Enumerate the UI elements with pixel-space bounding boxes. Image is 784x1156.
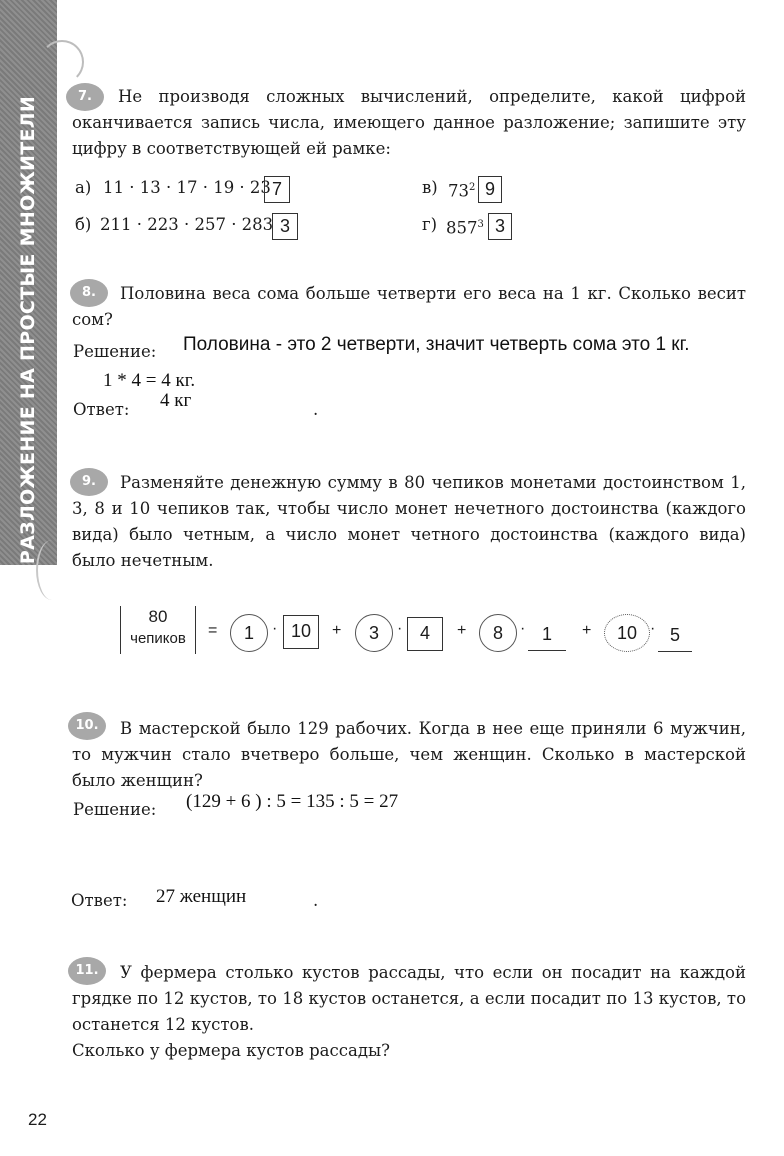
coin-3: 3 xyxy=(355,614,393,652)
task8-solution-label: Решение: xyxy=(73,342,157,361)
task10-answer-dot: . xyxy=(313,891,319,910)
coin-8: 8 xyxy=(479,614,517,652)
coin-10: 10 xyxy=(604,614,650,652)
task7-v-label: в) xyxy=(422,178,438,197)
task8-solution-line1: Половина - это 2 четверти, значит четверть сома это 1 кг. xyxy=(183,334,690,355)
task7-g-answer-box[interactable]: 3 xyxy=(488,213,512,240)
task8-answer-dot: . xyxy=(313,400,319,419)
task10-solution: (129 + 6 ) : 5 = 135 : 5 = 27 xyxy=(186,791,399,812)
coin-1-count-box[interactable]: 10 xyxy=(283,615,319,649)
plus-sign: + xyxy=(457,622,467,639)
task7-a-expr: 11 · 13 · 17 · 19 · 23 xyxy=(103,178,271,197)
task9-sum-value: 80 xyxy=(148,607,168,626)
task7-g-exponent: 3 xyxy=(477,219,484,230)
task8-answer-label: Ответ: xyxy=(73,400,130,419)
task7-v-exponent: 2 xyxy=(469,182,476,193)
task7-v-answer-box[interactable]: 9 xyxy=(478,176,502,203)
task-number-11: 11. xyxy=(68,957,106,985)
sidebar-strip xyxy=(0,0,57,565)
task10-answer: 27 женщин xyxy=(156,886,247,907)
task7-text: Не производя сложных вычислений, определите, какой цифрой оканчивается запись числа, имеющего данное разложение; запишите эту цифру в соответствующей ей рамке: xyxy=(72,87,746,158)
plus-sign: + xyxy=(332,622,342,639)
task9-sum-unit: чепиков xyxy=(130,630,186,647)
task7-b-expr: 211 · 223 · 257 · 283 xyxy=(100,215,274,234)
task9-sum-box xyxy=(120,606,196,654)
decorative-arc xyxy=(40,40,84,84)
task7-a-answer-box[interactable]: 7 xyxy=(264,176,290,203)
task7-g-base: $857^3$ xyxy=(446,218,484,238)
task10-answer-label: Ответ: xyxy=(71,891,128,910)
plus-sign: + xyxy=(582,622,592,639)
multiply-dot: · xyxy=(650,620,656,637)
task10-text: В мастерской было 129 рабочих. Когда в нее еще приняли 6 мужчин, то мужчин стало вчетверо больше, чем женщин. Сколько в мастерской было женщин? xyxy=(72,719,746,790)
task-number-8: 8. xyxy=(70,279,108,307)
decorative-arc xyxy=(36,540,68,600)
coin-10-count-box[interactable]: 5 xyxy=(658,619,692,652)
task-number-9: 9. xyxy=(70,468,108,496)
coin-3-count-box[interactable]: 4 xyxy=(407,617,443,651)
task7-a-label: а) xyxy=(75,178,92,197)
multiply-dot: · xyxy=(520,620,526,637)
coin-1: 1 xyxy=(230,614,268,652)
page-number: 22 xyxy=(28,1110,47,1129)
task7-g-label: г) xyxy=(422,215,438,234)
task8-solution-line2: 1 * 4 = 4 кг. xyxy=(103,370,196,391)
sidebar-title: РАЗЛОЖЕНИЕ НА ПРОСТЫЕ МНОЖИТЕЛИ xyxy=(17,95,39,565)
multiply-dot: · xyxy=(272,620,278,637)
task11-question: Сколько у фермера кустов рассады? xyxy=(72,1041,390,1060)
task-number-10: 10. xyxy=(68,712,106,740)
coin-8-count-box[interactable]: 1 xyxy=(528,618,566,651)
task8-answer: 4 кг xyxy=(160,390,192,411)
task7-b-label: б) xyxy=(75,215,92,234)
task7-b-answer-box[interactable]: 3 xyxy=(272,213,298,240)
task11-text: У фермера столько кустов рассады, что если он посадит на каждой грядке по 12 кустов, то 18 кустов останется, а если посадит по 13 кустов, то останется 12 кустов. xyxy=(72,963,746,1034)
task8-text: Половина веса сома больше четверти его веса на 1 кг. Сколько весит сом? xyxy=(72,284,746,329)
task-number-7: 7. xyxy=(66,83,104,111)
equals-sign: = xyxy=(208,622,218,639)
task9-text: Разменяйте денежную сумму в 80 чепиков монетами достоинством 1, 3, 8 и 10 чепиков так, чтобы число монет нечетного достоинства (каждого вида) было четным, а число монет четного достоинства (каждого вида) было нечетным. xyxy=(72,473,746,570)
task10-solution-label: Решение: xyxy=(73,800,157,819)
task7-v-base: $73^2$ xyxy=(448,181,476,201)
multiply-dot: · xyxy=(397,620,403,637)
